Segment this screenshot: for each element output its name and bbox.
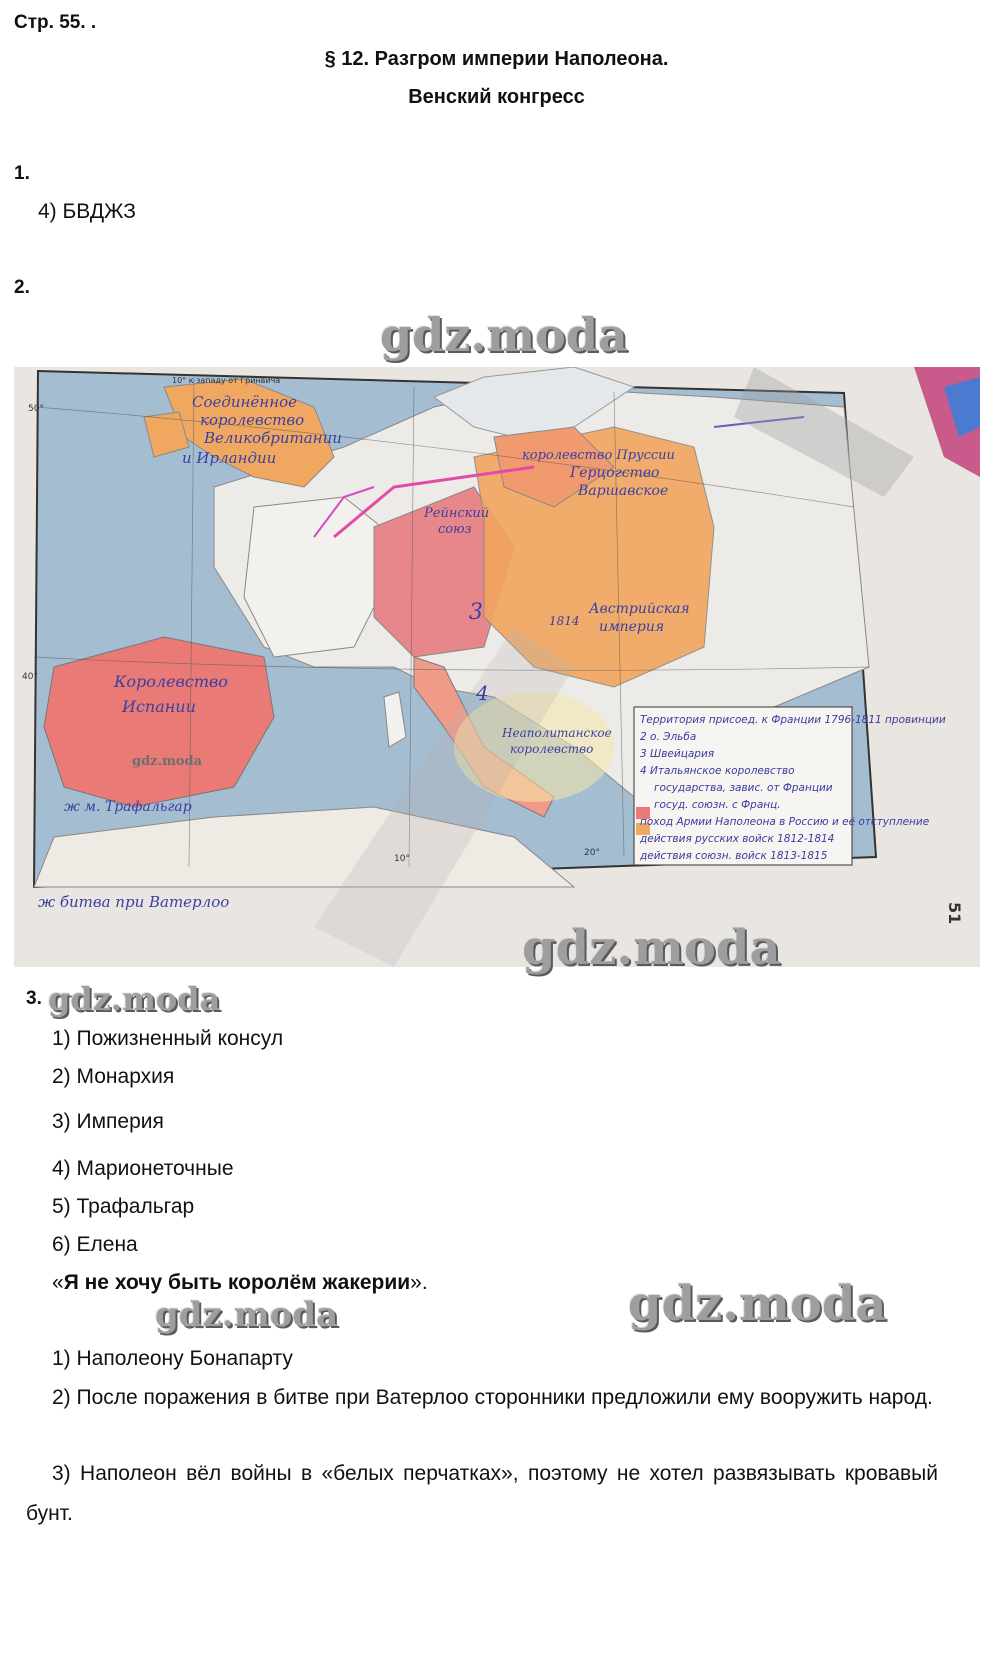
map-legend-line: 3 Швейцария: [640, 748, 715, 760]
quote-text: Я не хочу быть королём жакерии: [63, 1271, 411, 1294]
map-label-date-1814: 1814: [549, 614, 580, 628]
map-label-britain-3: Великобритании: [204, 429, 342, 447]
europe-map-image: [14, 367, 980, 967]
map-legend-line: Территория присоед. к Франции 1796-1811 провинции: [640, 714, 946, 726]
page-number: Стр. 55. .: [14, 12, 97, 33]
question-1-answer: 4) БВДЖЗ: [38, 200, 136, 223]
map-page-number: 51: [945, 902, 964, 925]
paragraph-subtitle: Венский конгресс: [408, 86, 585, 108]
map-watermark: gdz.moda: [132, 754, 203, 769]
question-3-item-2: 2) Монархия: [52, 1065, 175, 1088]
map-label-spain-1: Королевство: [114, 672, 228, 691]
map-label-britain-2: королевство: [200, 411, 305, 429]
map-label-trafalgar: ж м. Трафальгар: [64, 799, 192, 815]
map-label-prussia: королевство Пруссии: [522, 448, 675, 463]
map-label-spain-2: Испании: [122, 697, 196, 716]
map-label-rhine-1: Рейнский: [424, 506, 490, 521]
map-top-label: 10° к западу от Гринвича: [172, 376, 281, 385]
question-1-number: 1.: [14, 163, 30, 184]
map-legend-line: поход Армии Наполеона в Россию и её отступление: [640, 816, 930, 828]
question-2-number: 2.: [14, 277, 30, 298]
map-label-waterloo: ж битва при Ватерлоо: [38, 893, 230, 911]
map-label-britain-1: Соединённое: [192, 393, 297, 411]
map-lat-50: 50°: [28, 404, 44, 414]
map-label-warsaw-2: Варшавское: [578, 483, 669, 499]
map-label-warsaw-1: Герцогство: [570, 465, 660, 481]
map-legend-line: действия русских войск 1812-1814: [640, 833, 835, 845]
watermark-5: gdz.moda: [628, 1276, 887, 1332]
map-legend-line: госуд. союзн. с Франц.: [654, 799, 781, 811]
map-label-3: 3: [469, 600, 483, 625]
watermark-1: gdz.moda: [380, 308, 628, 362]
map-label-rhine-2: союз: [438, 522, 472, 537]
map-lon-20: 20°: [584, 848, 600, 858]
quote-answer-2: 2) После поражения в битве при Ватерлоо сторонники предложили ему вооружить народ.: [52, 1386, 933, 1409]
paragraph-title: § 12. Разгром империи Наполеона.: [324, 48, 669, 70]
question-3-item-5: 5) Трафальгар: [52, 1195, 195, 1218]
quote-answer-3: 3) Наполеон вёл войны в «белых перчатках», поэтому не хотел развязывать кровавый бунт.: [26, 1462, 938, 1525]
map-legend-line: государства, завис. от Франции: [654, 782, 833, 794]
map-lon-10: 10°: [394, 854, 410, 864]
question-3-item-6: 6) Елена: [52, 1233, 138, 1256]
watermark-3: gdz.moda: [48, 980, 221, 1018]
question-3-item-3: 3) Империя: [52, 1110, 164, 1133]
map-legend-line: 4 Итальянское королевство: [640, 765, 795, 777]
map-label-britain-4: и Ирландии: [182, 449, 277, 467]
quote-heading: «Я не хочу быть королём жакерии».: [52, 1271, 428, 1294]
question-3-item-4: 4) Марионеточные: [52, 1157, 234, 1180]
map-label-italy-2: королевство: [510, 742, 594, 756]
map-label-austria-1: Австрийская: [589, 601, 690, 617]
watermark-2: gdz.moda: [522, 920, 781, 976]
map-legend-line: действия союзн. войск 1813-1815: [640, 850, 828, 862]
map-lat-40: 40°: [22, 672, 38, 682]
quote-answer-1: 1) Наполеону Бонапарту: [52, 1347, 293, 1370]
map-label-4: 4: [476, 681, 489, 705]
watermark-4: gdz.moda: [155, 1295, 339, 1335]
map-legend-line: 2 о. Эльба: [640, 731, 697, 743]
map-label-austria-2: империя: [599, 619, 665, 635]
question-3-number: 3.: [26, 988, 42, 1009]
question-3-item-1: 1) Пожизненный консул: [52, 1027, 284, 1050]
map-label-italy-1: Неаполитанское: [502, 726, 612, 740]
